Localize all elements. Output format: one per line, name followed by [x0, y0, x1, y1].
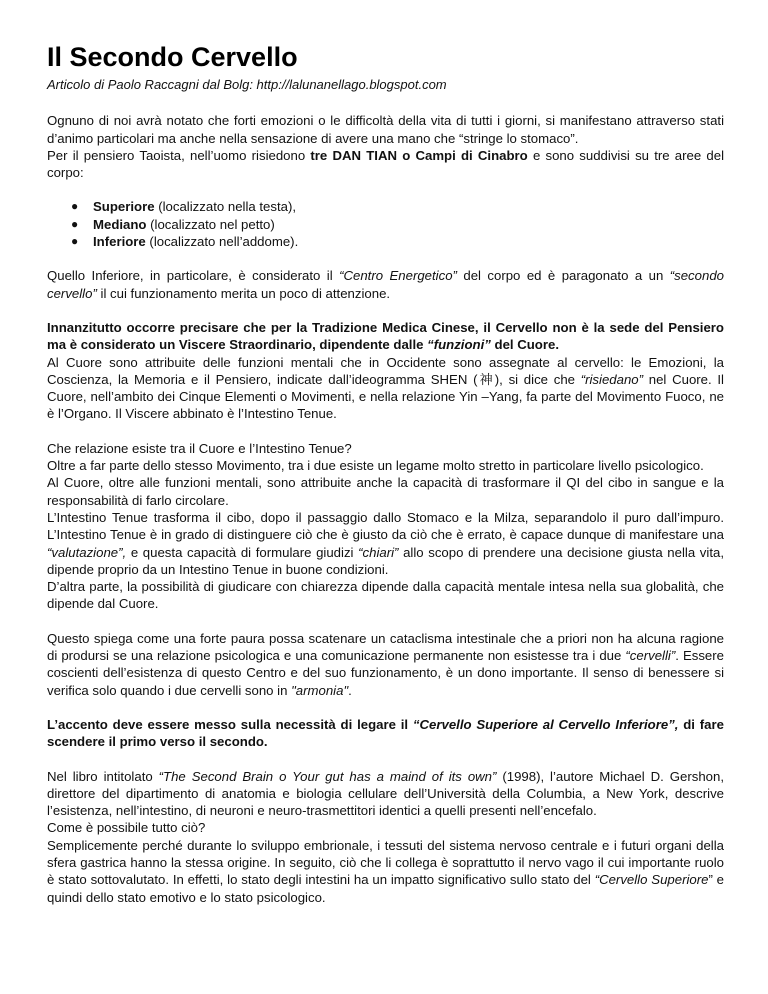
text-span: del Cuore.: [490, 337, 559, 353]
list-item: [71, 216, 724, 233]
italic-span: “funzioni”: [427, 337, 491, 353]
list-item-text: (localizzato nel petto): [146, 216, 275, 232]
page-title: Il Secondo Cervello: [47, 42, 298, 72]
italic-span: “risiedano”: [580, 371, 644, 387]
list-item: [71, 233, 724, 250]
text-span: Semplicemente perché durante lo sviluppo embrionale, i tessuti del sistema nervoso centrale e i futuri organi della sfera gastrica hanno la stessa origine. In seguito, ciò che li collega è soprattutto il nervo vago il cui importante ruolo è stato sottovalutato. In effetti, lo stato degli intestini ha un impatto significativo sullo stato del: [47, 837, 724, 888]
intro-bold: tre DAN TIAN o Campi di Cinabro: [310, 147, 528, 163]
text-span: allo scopo di prendere una decisione giusta nella vita, dipende proprio da un Intestino Tenue in buone condizioni.: [47, 544, 724, 577]
bullet-icon: ●: [71, 199, 79, 214]
intro-text-3: e sono suddivisi su tre aree del corpo:: [47, 147, 725, 181]
text-span: (1998), l’autore Michael D. Gershon, direttore del dipartimento di anatomia e biologia cellulare dell’Università della Columbia, a New York, descrive l’esistenza, nell’intestino, di neuroni e neuro-trasmettitori identici a quelli presenti nell’encefalo.: [47, 768, 724, 819]
paragraph-gershon: [47, 768, 724, 906]
italic-span: “cervelli”: [625, 648, 676, 664]
text-span: Come è possibile tutto ciò?: [47, 820, 206, 836]
intro-text-2: Per il pensiero Taoista, nell’uomo risiedono: [47, 147, 311, 163]
text-span: Quello Inferiore, in particolare, è considerato il: [47, 268, 340, 284]
text-span: L’Intestino Tenue trasforma il cibo, dopo il passaggio dallo Stomaco e la Milza, separandolo il puro dall’impuro. L’Intestino Tenue è in grado di distinguere ciò che è giusto da ciò che è errato, è capace dunque di manifestare una: [47, 509, 724, 543]
text-span: L’accento deve essere messo sulla necessità di legare il: [47, 716, 413, 732]
text-span: Nel libro intitolato: [47, 768, 159, 784]
list-item-bold: Superiore: [93, 199, 155, 215]
paragraph-intro: [47, 112, 724, 181]
text-span: Che relazione esiste tra il Cuore e l’Intestino Tenue?: [47, 440, 352, 456]
list-item-text: (localizzato nella testa),: [154, 199, 297, 215]
bold-span: [47, 717, 724, 749]
text-span: Innanzitutto occorre precisare che per la Tradizione Medica Cinese, il Cervello non è la sede del Pensiero ma è considerato un Viscere Straordinario, dipendente dalle: [47, 319, 724, 353]
text-span: Al Cuore sono attribuite delle funzioni mentali che in Occidente sono assegnate al cervello: le Emozioni, la Coscienza, la Memoria e il Pensiero, indicate dall’ideogramma SHEN (神), si dice che: [47, 354, 724, 387]
list-item: [71, 198, 724, 215]
text-span: nel Cuore. Il Cuore, nell’ambito dei Cinque Elementi o Movimenti, e nella relazione Yin –Yang, fa parte del Movimento Fuoco, ne è l’Organo. Il Viscere abbinato è l’Intestino Tenue.: [47, 371, 724, 422]
text-span: Questo spiega come una forte paura possa scatenare un cataclisma intestinale che a priori non ha alcuna ragione di prodursi se una relazione psicologica e una comunicazione permanente non esistesse tra i due: [47, 630, 724, 664]
list-item-bold: Inferiore: [93, 234, 146, 250]
article-subtitle: Articolo di Paolo Raccagni dal Bolg: http://lalunanellago.blogspot.com: [47, 77, 447, 92]
italic-span: “Centro Energetico”: [339, 268, 457, 284]
italic-span: “The Second Brain o Your gut has a maind of its own”: [158, 768, 497, 784]
italic-span: "armonia": [291, 682, 349, 698]
paragraph-centro: [47, 267, 724, 302]
paragraph-accento: [47, 716, 724, 751]
text-span: di fare scendere il primo verso il secondo.: [47, 716, 724, 750]
text-span: ” e quindi dello stato emotivo e lo stato psicologico.: [47, 872, 725, 905]
italic-span: “chiari”: [358, 544, 399, 560]
bold-span: [47, 320, 724, 352]
bullet-icon: ●: [71, 216, 79, 231]
italic-span: “secondo cervello”: [47, 268, 724, 301]
bullet-icon: ●: [71, 234, 79, 249]
italic-span: “Cervello Superiore al Cervello Inferiore”,: [412, 716, 679, 732]
list-item-bold: Mediano: [93, 216, 147, 232]
list-item-text: (localizzato nell’addome).: [145, 234, 299, 250]
paragraph-cuore-intestino: [47, 440, 724, 613]
italic-span: “Cervello Superiore: [594, 872, 709, 888]
text-span: . Essere coscienti dell’esistenza di questo Centro e del suo funzionamento, è un dono importante. Il senso di benessere si verifica solo quando i due cervelli sono in: [47, 648, 724, 698]
intro-text: Ognuno di noi avrà notato che forti emozioni o le difficoltà della vita di tutti i giorni, si manifestano attraverso stati d’animo particolari ma anche nella sensazione di avere una mano che “stringe lo stomaco”.: [47, 113, 724, 146]
italic-span: “valutazione”,: [47, 544, 127, 560]
paragraph-cervello: [47, 319, 724, 423]
text-span: .: [348, 682, 352, 698]
text-span: e questa capacità di formulare giudizi: [126, 544, 359, 560]
text-span: il cui funzionamento merita un poco di attenzione.: [96, 285, 391, 301]
text-span: Oltre a far parte dello stesso Movimento, tra i due esiste un legame molto stretto in particolare livello psicologico.: [47, 458, 704, 474]
text-span: D’altra parte, la possibilità di giudicare con chiarezza dipende dalla capacità mentale intesa nella sua globalità, che dipende dal Cuore.: [47, 579, 724, 612]
text-span: del corpo ed è paragonato a un: [456, 268, 670, 284]
dan-tian-list: [47, 198, 724, 250]
text-span: Al Cuore, oltre alle funzioni mentali, sono attribuite anche la capacità di trasformare il QI del cibo in sangue e la responsabilità di farlo circolare.: [47, 475, 724, 508]
paragraph-paura: [47, 630, 724, 699]
